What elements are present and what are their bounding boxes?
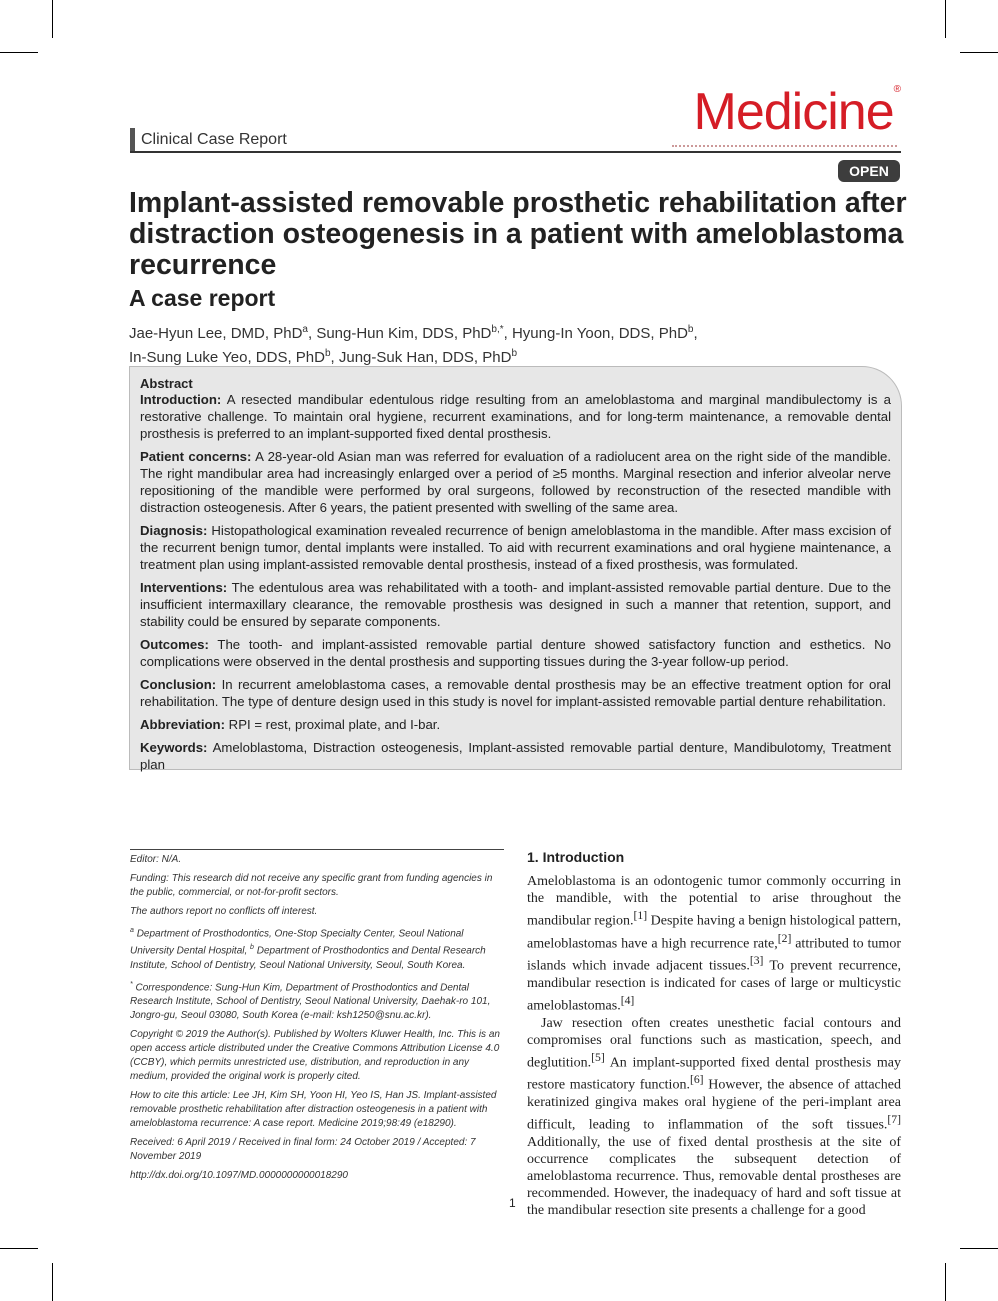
correspondence-note [130, 978, 503, 1023]
crop-mark [945, 1263, 946, 1301]
abstract-text: The tooth- and implant-assisted removable partial denture showed satisfactory function and esthetics. No complications were observed in the dental prosthesis and supporting tissues during the 3-year follow-up period. [140, 637, 891, 669]
registered-mark: ® [893, 84, 901, 95]
correspondence-mark: * [130, 980, 133, 988]
logo-dotted-rule [672, 145, 897, 147]
intro-paragraph [527, 873, 901, 1015]
section-label: Clinical Case Report [130, 128, 287, 152]
header-rule [130, 151, 901, 153]
abstract-label: Outcomes: [140, 637, 209, 652]
citation-ref[interactable]: [4] [620, 993, 635, 1007]
footnote-rule [130, 849, 504, 850]
author-name: Hyung-In Yoon, DDS, PhD [511, 325, 688, 342]
article-title: Implant-assisted removable prosthetic rehabilitation after distraction osteogenesis in a patient with ameloblastoma recurrence [129, 187, 907, 281]
funding-note: Funding: This research did not receive any specific grant from funding agencies in the public, commercial, or not-for-profit sectors. [130, 873, 493, 898]
crop-mark [945, 0, 946, 38]
intro-text: An implant-supported fixed dental prosthesis may restore masticatory function. [527, 1055, 901, 1093]
editor-note: Editor: N/A. [130, 854, 182, 865]
journal-logo [694, 84, 901, 140]
intro-paragraph [527, 1015, 901, 1219]
abstract-text: A resected mandibular edentulous ridge resulting from an ameloblastoma and marginal mandibulectomy is a restorative challenge. To maintain oral hygiene, recurrent examinations, and for long-term maintenance, a removable dental prosthesis is preferred to an implant-supported fixed dental prosthesis. [140, 392, 891, 441]
author-separator: , [503, 325, 512, 342]
introduction-body [527, 873, 901, 1219]
journal-name: Medicine [693, 83, 894, 141]
abstract-label: Keywords: [140, 740, 208, 755]
author-list [129, 320, 899, 368]
abstract-text: The edentulous area was rehabilitated with a tooth- and implant-assisted removable partial denture. Due to the insufficient intermaxillary clearance, the removable prosthesis was designed in such a manner that retention, support, and stability could be ensured by separate components. [140, 580, 891, 629]
abstract-diagnosis [140, 522, 891, 573]
author-affiliation: b [324, 348, 331, 359]
citation-ref[interactable]: [6] [689, 1073, 704, 1087]
crop-mark [960, 1248, 998, 1249]
intro-text: Despite having a benign histological pattern, ameloblastomas have a high recurrence rate, [527, 913, 902, 952]
author-separator: , [330, 349, 339, 366]
citation-ref[interactable]: [1] [633, 909, 648, 922]
abstract-text: A 28-year-old Asian man was referred for evaluation of a radiolucent area on the right side of the mandible. The right mandibular area had increasingly enlarged over a period of ≥5 months. Marginal resection and inferior alveolar nerve repositioning of the mandible were performed by oral surgeons, followed by reconstruction of the resected mandible with distraction osteogenesis. After 6 years, the patient presented with swelling of the same area. [140, 449, 891, 515]
abstract-text: Ameloblastoma, Distraction osteogenesis, Implant-assisted removable partial denture, Mandibulotomy, Treatment plan [140, 740, 892, 772]
intro-text: attributed to tumor islands which invade adjacent tissues. [527, 936, 901, 974]
copyright-note: Copyright © 2019 the Author(s). Published by Wolters Kluwer Health, Inc. This is an open access article distributed under the Creative Commons Attribution License 4.0 (CCBY), which permits unrestricted use, distribution, and reproduction in any medium, provided the original work is properly cited. [130, 1028, 500, 1082]
abstract-outcomes [140, 636, 891, 670]
citation-note: How to cite this article: Lee JH, Kim SH, Yoon HI, Yeo IS, Han JS. Implant-assisted removable prosthetic rehabilitation after distraction osteogenesis in a patient with ameloblastoma recurrence: A case report. Medicine 2019;98:49 (e18290). [130, 1089, 497, 1129]
dates-note: Received: 6 April 2019 / Received in final form: 24 October 2019 / Accepted: 7 November 2019 [130, 1136, 476, 1162]
crop-mark [0, 1248, 38, 1249]
abstract-introduction [140, 391, 891, 442]
intro-text: To prevent recurrence, mandibular resection is indicated for cases of large or multicystic ameloblastomas. [527, 958, 901, 1014]
abstract-patient-concerns [140, 448, 891, 516]
author-affiliation: a [302, 324, 308, 335]
article-subtitle: A case report [129, 285, 276, 311]
crop-mark [52, 0, 53, 38]
intro-text: Additionally, the use of fixed dental prosthesis at the site of occurrence complicates the subsequent detection of ameloblastoma recurrence. Thus, removable dental prostheses are recommended. However, the inadequacy of hard and soft tissue at the mandibular resection site presents a challenge for a good [527, 1134, 901, 1218]
abstract-abbreviation [140, 716, 891, 733]
affiliations-note [130, 924, 503, 973]
abstract-box [129, 366, 902, 770]
open-access-badge: OPEN [838, 160, 900, 182]
abstract-text: Histopathological examination revealed recurrence of benign ameloblastoma in the mandible. After mass excision of the recurrent benign tumor, dental implants were installed. To aid with recurrent examinations and oral hygiene maintenance, a treatment plan using implant-assisted removable dental prosthesis, instead of a fixed prosthesis, was formulated. [140, 523, 891, 572]
conflicts-note: The authors report no conflicts off interest. [130, 906, 318, 917]
crop-mark [52, 1263, 53, 1301]
affiliation-a: Department of Prosthodontics, One-Stop Specialty Center, Seoul National University Dental Hospital, [130, 928, 464, 957]
citation-ref[interactable]: [2] [777, 931, 792, 945]
abstract-label: Interventions: [140, 580, 228, 595]
footnotes [130, 853, 503, 1188]
citation-ref[interactable]: [3] [749, 954, 764, 968]
crop-mark [0, 52, 38, 53]
author-separator: , [693, 325, 698, 342]
intro-text: Ameloblastoma is an odontogenic tumor commonly occurring in the mandible, with the potential to arise throughout the mandibular region. [527, 874, 901, 929]
author-name: Jae-Hyun Lee, DMD, PhD [129, 325, 303, 342]
author-affiliation: b [687, 324, 694, 335]
abstract-keywords [140, 739, 891, 773]
affiliation-b: Department of Prosthodontics and Dental Research Institute, School of Dentistry, Seoul National University, Seoul, South Korea. [130, 945, 486, 971]
affiliation-mark: b [250, 944, 254, 952]
abstract-heading: Abstract [140, 376, 193, 391]
affiliation-mark: a [130, 927, 134, 934]
intro-text: Jaw resection often creates unesthetic facial contours and compromises oral functions such as mastication, speech, and deglutition. [527, 1015, 901, 1071]
citation-ref[interactable]: [7] [887, 1112, 901, 1126]
abstract-label: Conclusion: [140, 677, 217, 692]
doi-link[interactable]: http://dx.doi.org/10.1097/MD.0000000000018290 [130, 1169, 348, 1181]
abstract-label: Abbreviation: [140, 717, 225, 732]
crop-mark [960, 52, 998, 53]
citation-ref[interactable]: [5] [591, 1050, 605, 1064]
abstract-interventions [140, 579, 891, 630]
abstract-label: Introduction: [140, 392, 222, 407]
author-separator: , [307, 325, 317, 342]
author-affiliation: b [511, 348, 518, 359]
author-name: Sung-Hun Kim, DDS, PhD [316, 325, 492, 342]
correspondence-text: Correspondence: Sung-Hun Kim, Department of Prosthodontics and Dental Research Institute, School of Dentistry, Seoul National University, Daehak-ro 101, Jongro-gu, Seoul 03080, South Korea (e-mail: ksh1250@snu.ac.kr). [130, 981, 491, 1021]
introduction-heading: 1. Introduction [527, 849, 625, 865]
abstract-conclusion [140, 676, 891, 710]
author-name: Jung-Suk Han, DDS, PhD [338, 349, 512, 366]
page-number: 1 [509, 1196, 516, 1210]
abstract-text: In recurrent ameloblastoma cases, a removable dental prosthesis may be an effective treatment option for oral rehabilitation. The type of denture design used in this study is novel for implant-assisted removable partial denture rehabilitation. [140, 677, 891, 709]
author-affiliation: b,* [491, 324, 504, 335]
abstract-label: Diagnosis: [140, 523, 208, 538]
abstract-text: RPI = rest, proximal plate, and I-bar. [228, 717, 441, 732]
abstract-label: Patient concerns: [140, 449, 252, 464]
intro-text: However, the absence of attached keratinized gingiva makes oral hygiene of the peri-implant area difficult, leading to inflammation of the soft tissues. [527, 1077, 901, 1133]
author-name: In-Sung Luke Yeo, DDS, PhD [129, 349, 325, 366]
